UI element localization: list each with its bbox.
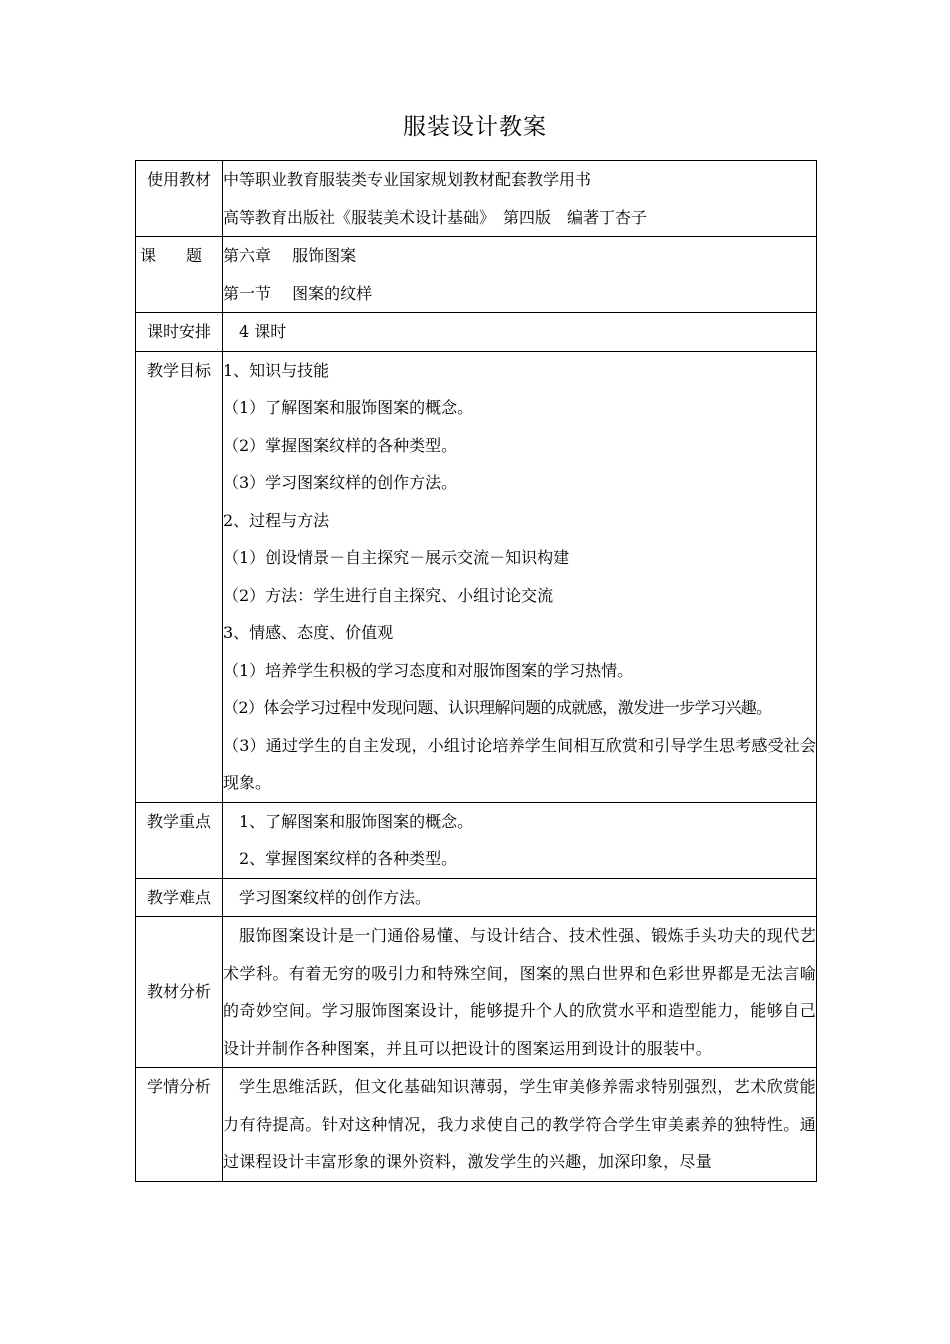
goals-line: （2）方法：学生进行自主探究、小组讨论交流: [223, 585, 554, 605]
content-key-points: [223, 802, 817, 878]
label-schedule: 课时安排: [136, 313, 223, 352]
goals-line: （3）学习图案纹样的创作方法。: [223, 473, 458, 492]
content-difficulties: [223, 878, 817, 917]
content-schedule: [223, 313, 817, 352]
label-topic-right: 题: [185, 246, 202, 265]
content-material-analysis: [223, 917, 817, 1068]
key-point-line: 1、了解图案和服饰图案的概念。: [239, 811, 474, 831]
goals-line: （3）通过学生的自主发现，小组讨论培养学生间相互欣赏和引导学生思考感受社会现象。: [223, 735, 816, 792]
student-analysis-text: 学生思维活跃，但文化基础知识薄弱，学生审美修养需求特别强烈，艺术欣赏能力有待提高。针对这种情况，我力求使自己的教学符合学生审美素养的独特性。通过课程设计丰富形象的课外资料，激发学生的兴趣，加深印象，尽量: [223, 1077, 816, 1171]
key-point-line: 2、掌握图案纹样的各种类型。: [239, 849, 458, 868]
row-material-analysis: [136, 917, 817, 1068]
label-material-analysis: 教材分析: [136, 917, 223, 1068]
goals-line: 1、知识与技能: [223, 360, 330, 380]
row-material: [136, 161, 817, 237]
row-difficulties: [136, 878, 817, 917]
content-student-analysis: [223, 1068, 817, 1182]
material-line-2: 高等教育出版社《服装美术设计基础》 第四版 编著丁杏子: [223, 207, 648, 227]
label-topic-left: 课: [140, 246, 157, 265]
label-student-analysis: 学情分析: [136, 1068, 223, 1182]
material-analysis-text: 服饰图案设计是一门通俗易懂、与设计结合、技术性强、锻炼手头功夫的现代艺术学科。有着无穷的吸引力和特殊空间，图案的黑白世界和色彩世界都是无法言喻的奇妙空间。学习服饰图案设计，能够提升个人的欣赏水平和造型能力，能够自己设计并制作各种图案，并且可以把设计的图案运用到设计的服装中。: [223, 926, 816, 1058]
label-goals: 教学目标: [136, 351, 223, 802]
label-key-points: 教学重点: [136, 802, 223, 878]
topic-line-2: 第一节 图案的纹样: [223, 283, 373, 303]
label-difficulties: 教学难点: [136, 878, 223, 917]
goals-line: （1）了解图案和服饰图案的概念。: [223, 398, 474, 417]
row-goals: [136, 351, 817, 802]
goals-line: （2）掌握图案纹样的各种类型。: [223, 435, 458, 455]
difficulties-value: 学习图案纹样的创作方法。: [239, 887, 432, 907]
label-material: 使用教材: [136, 161, 223, 237]
goals-line: （2）体会学习过程中发现问题、认识理解问题的成就感，激发进一步学习兴趣。: [223, 698, 772, 717]
row-key-points: [136, 802, 817, 878]
schedule-value: 4 课时: [239, 322, 287, 341]
goals-line: （1）创设情景－自主探究－展示交流－知识构建: [223, 548, 570, 567]
content-goals: [223, 351, 817, 802]
goals-line: 2、过程与方法: [223, 510, 330, 530]
goals-line: （1）培养学生积极的学习态度和对服饰图案的学习热情。: [223, 660, 634, 680]
row-student-analysis: [136, 1068, 817, 1182]
page-title: 服装设计教案: [403, 114, 547, 140]
content-topic: [223, 237, 817, 313]
content-material: [223, 161, 817, 237]
row-topic: [136, 237, 817, 313]
material-line-1: 中等职业教育服装类专业国家规划教材配套教学用书: [223, 170, 592, 189]
goals-line: 3、情感、态度、价值观: [223, 623, 394, 642]
row-schedule: [136, 313, 817, 352]
topic-line-1: 第六章 服饰图案: [223, 246, 357, 265]
label-topic: [136, 237, 223, 313]
lesson-plan-table: [135, 160, 817, 1182]
